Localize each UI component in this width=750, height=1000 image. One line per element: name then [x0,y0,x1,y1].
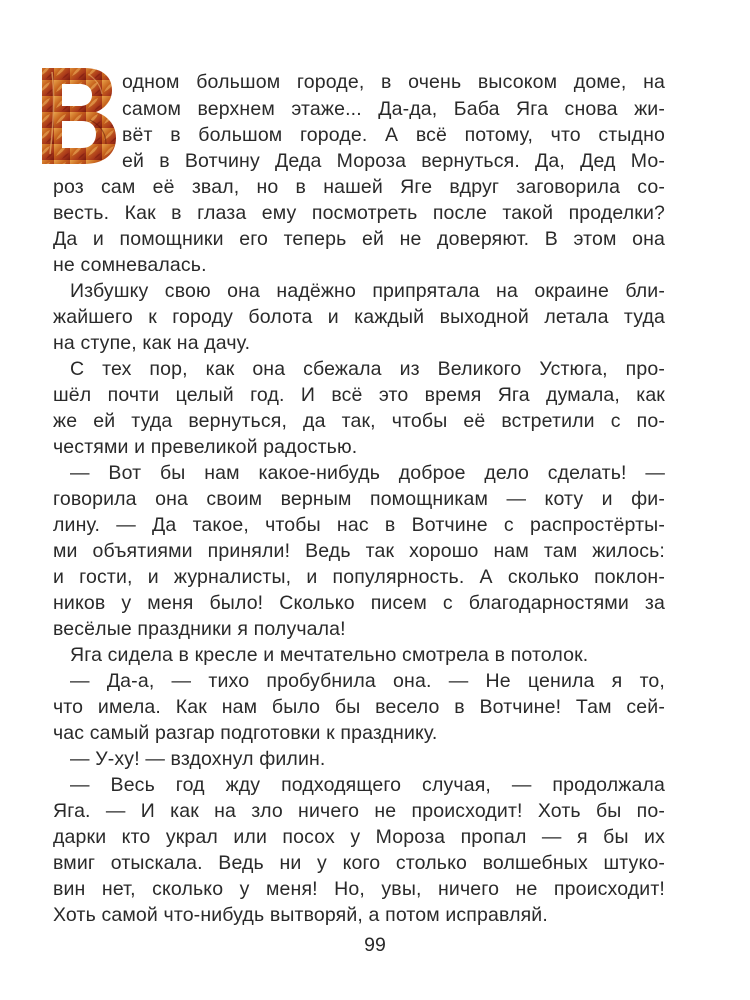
text-line: Яга. — И как на зло ничего не происходит! Хоть бы по- [53,800,665,822]
text-line: — Да-а, — тихо пробубнила она. — Не ценила я то, [70,670,665,692]
text-line: честями и превеликой радостью. [53,436,358,458]
text-line: ников у меня было! Сколько писем с благодарностями за [53,592,665,614]
text-line: одном большом городе, в очень высоком доме, на [122,71,665,93]
text-line: и гости, и журналисты, и популярность. А сколько поклон- [53,566,665,588]
text-line: дарки кто украл или посох у Мороза пропал — я бы их [53,826,665,848]
text-line: вмиг отыскала. Ведь ни у кого столько волшебных штуко- [53,852,665,874]
text-line: ей в Вотчину Деда Мороза вернуться. Да, Дед Мо- [122,150,665,172]
text-line: Да и помощники его теперь ей не доверяют. В этом она [53,228,665,250]
text-line: не сомневалась. [53,254,207,276]
text-line: же ей туда вернуться, да так, чтобы её встретили с по- [53,410,665,432]
text-line: вёт в большом городе. А всё потому, что стыдно [122,124,665,146]
text-line: самом верхнем этаже... Да-да, Баба Яга снова жи- [122,98,665,120]
text-line: С тех пор, как она сбежала из Великого Устюга, про- [70,358,665,380]
text-line: час самый разгар подготовки к празднику. [53,722,438,744]
text-line: жайшего к городу болота и каждый выходной летала туда [53,306,665,328]
text-line: Хоть самой что-нибудь вытворяй, а потом исправляй. [53,904,548,926]
text-line: — У-ху! — вздохнул филин. [70,748,326,770]
text-line: вин нет, сколько у меня! Но, увы, ничего не происходит! [53,878,665,900]
text-line: — Вот бы нам какое-нибудь доброе дело сделать! — [70,462,665,484]
text-line: что имела. Как нам было бы весело в Вотчине! Там сей- [53,696,665,718]
text-line: ми объятиями приняли! Ведь так хорошо нам там жилось: [53,540,665,562]
page-number: 99 [364,934,386,956]
text-line: роз сам её звал, но в нашей Яге вдруг заговорила со- [53,176,665,198]
text-line: шёл почти целый год. И всё это время Яга думала, как [53,384,665,406]
text-line: — Весь год жду подходящего случая, — продолжала [70,774,665,796]
text-line: на ступе, как на дачу. [53,332,251,354]
text-line: говорила она своим верным помощникам — коту и фи- [53,488,665,510]
text-line: весёлые праздники я получала! [53,618,346,640]
text-line: Избушку свою она надёжно припрятала на окраине бли- [70,280,665,302]
text-line: весть. Как в глаза ему посмотреть после такой проделки? [53,202,665,224]
text-line: лину. — Да такое, чтобы нас в Вотчине с распростёрты- [53,514,665,536]
drop-cap [38,64,118,168]
text-line: Яга сидела в кресле и мечтательно смотрела в потолок. [70,644,589,666]
ornamental-drop-cap-icon [38,64,118,168]
